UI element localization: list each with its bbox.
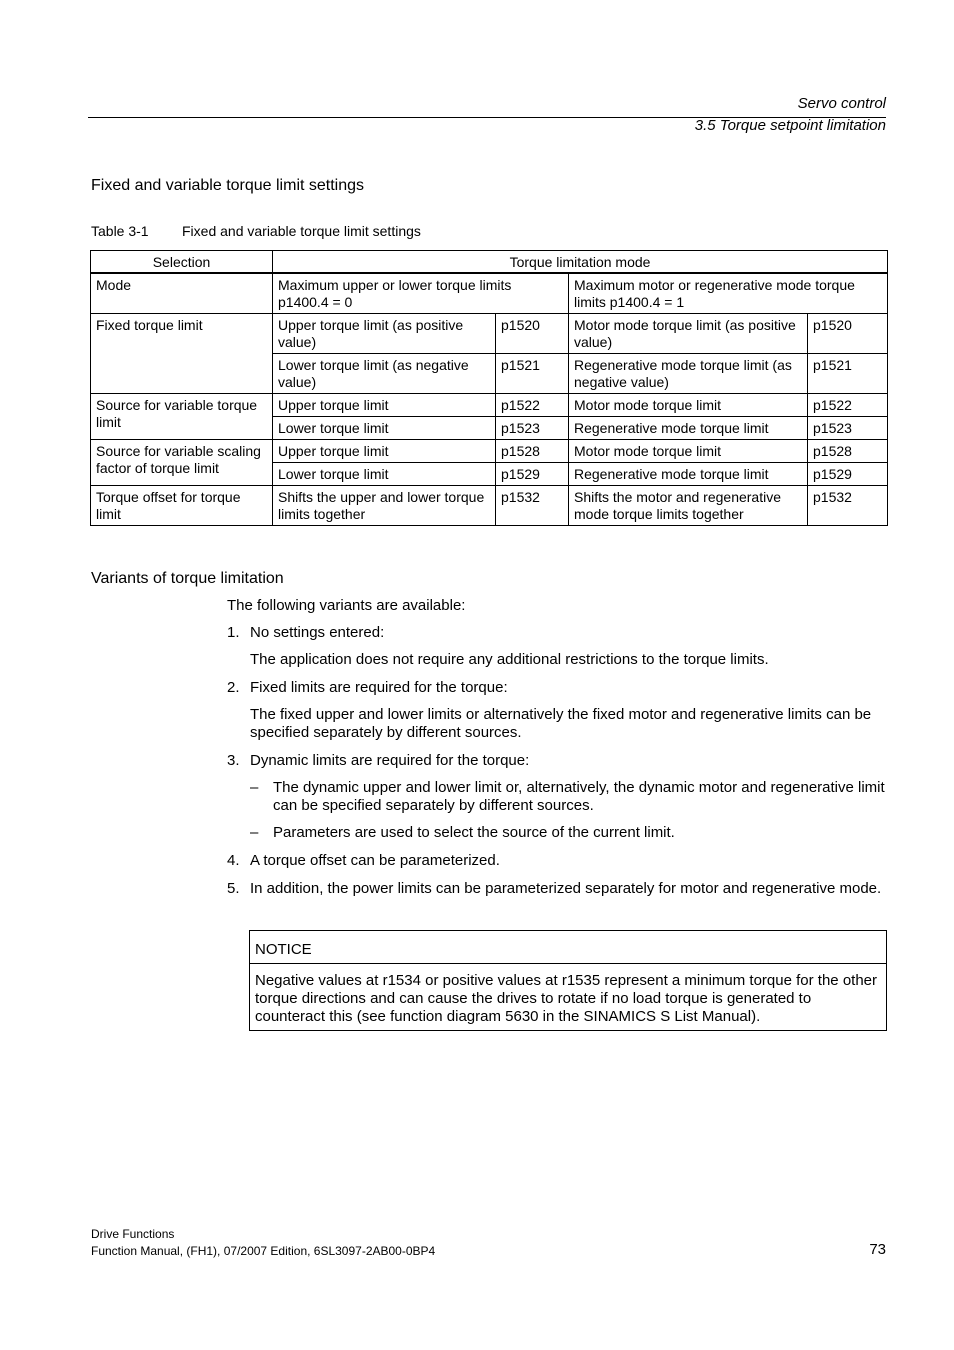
notice-body: Negative values at r1534 or positive values at r1535 represent a minimum torque for the other torque directions and can cause the drives to rotate if no load torque is generated to counteract this (see function diagram 5630 in the SINAMICS S List Manual). xyxy=(255,972,878,1025)
table-row xyxy=(91,394,888,417)
cell-left-desc: Lower torque limit xyxy=(273,417,496,440)
footer-edition: Function Manual, (FH1), 07/2007 Edition, 6SL3097-2AB00-0BP4 xyxy=(91,1244,436,1258)
list-item-text: In addition, the power limits can be parameterized separately for motor and regenerative mode. xyxy=(250,880,882,897)
notice-box xyxy=(249,930,887,1031)
table-caption-number: Table 3-1 xyxy=(91,223,149,239)
cell-mode-left: Maximum upper or lower torque limits p1400.4 = 0 xyxy=(273,273,569,314)
torque-limit-table xyxy=(90,250,888,526)
list-item-number: 3. xyxy=(227,752,240,769)
list-item-detail: The fixed upper and lower limits or alternatively the fixed motor and regenerative limits can be specified separately by different sources. xyxy=(250,706,872,741)
section-heading-variants: Variants of torque limitation xyxy=(91,570,284,587)
table-row xyxy=(91,486,888,526)
cell-left-param: p1520 xyxy=(496,314,569,354)
cell-right-param: p1520 xyxy=(808,314,888,354)
cell-right-param: p1528 xyxy=(808,440,888,463)
cell-left-desc: Shifts the upper and lower torque limits together xyxy=(273,486,496,526)
dash-bullet: – xyxy=(250,824,259,841)
table-row-mode xyxy=(91,273,888,314)
cell-mode-label: Mode xyxy=(91,273,273,314)
page-number: 73 xyxy=(869,1241,886,1258)
cell-right-desc: Regenerative mode torque limit (as negative value) xyxy=(569,354,808,394)
cell-left-desc: Upper torque limit xyxy=(273,440,496,463)
cell-selection-label: Fixed torque limit xyxy=(91,314,273,394)
cell-left-desc: Upper torque limit xyxy=(273,394,496,417)
sub-bullet-item xyxy=(250,779,887,815)
list-item-text: Fixed limits are required for the torque: xyxy=(250,679,508,696)
list-item-number: 2. xyxy=(227,679,240,696)
footer-document-title: Drive Functions xyxy=(91,1227,175,1241)
cell-left-desc: Lower torque limit (as negative value) xyxy=(273,354,496,394)
dash-bullet: – xyxy=(250,779,259,796)
cell-selection-label: Torque offset for torque limit xyxy=(91,486,273,526)
variants-list xyxy=(227,624,887,908)
list-item-detail: The application does not require any additional restrictions to the torque limits. xyxy=(250,651,769,668)
table-caption-title: Fixed and variable torque limit settings xyxy=(182,223,421,239)
sub-bullet-list xyxy=(250,779,887,842)
cell-right-desc: Motor mode torque limit xyxy=(569,394,808,417)
cell-left-desc: Upper torque limit (as positive value) xyxy=(273,314,496,354)
cell-mode-right: Maximum motor or regenerative mode torque limits p1400.4 = 1 xyxy=(569,273,888,314)
list-item-number: 1. xyxy=(227,624,240,641)
cell-left-param: p1532 xyxy=(496,486,569,526)
cell-right-desc: Regenerative mode torque limit xyxy=(569,463,808,486)
cell-right-param: p1529 xyxy=(808,463,888,486)
cell-left-param: p1529 xyxy=(496,463,569,486)
cell-right-param: p1522 xyxy=(808,394,888,417)
list-item-number: 5. xyxy=(227,880,240,897)
running-header-section: 3.5 Torque setpoint limitation xyxy=(694,117,886,134)
notice-title: NOTICE xyxy=(250,931,886,964)
sub-bullet-text: Parameters are used to select the source of the current limit. xyxy=(273,824,675,841)
table-caption xyxy=(91,223,421,239)
cell-right-param: p1521 xyxy=(808,354,888,394)
cell-selection-label: Source for variable scaling factor of torque limit xyxy=(91,440,273,486)
list-item-text: A torque offset can be parameterized. xyxy=(250,852,500,869)
sub-bullet-item xyxy=(250,824,887,842)
table-header-row xyxy=(91,251,888,274)
table-row xyxy=(91,440,888,463)
cell-right-param: p1532 xyxy=(808,486,888,526)
list-item-text: No settings entered: xyxy=(250,624,385,641)
section-heading-torque-limit-settings: Fixed and variable torque limit settings xyxy=(91,177,365,194)
variants-intro: The following variants are available: xyxy=(227,597,466,614)
cell-left-param: p1521 xyxy=(496,354,569,394)
cell-left-param: p1523 xyxy=(496,417,569,440)
list-item xyxy=(227,752,887,842)
cell-left-desc: Lower torque limit xyxy=(273,463,496,486)
list-item-number: 4. xyxy=(227,852,240,869)
list-item xyxy=(227,624,887,669)
cell-left-param: p1522 xyxy=(496,394,569,417)
col-header-torque-limitation-mode: Torque limitation mode xyxy=(273,251,888,274)
table-row xyxy=(91,314,888,354)
cell-right-desc: Regenerative mode torque limit xyxy=(569,417,808,440)
cell-right-param: p1523 xyxy=(808,417,888,440)
list-item xyxy=(227,679,887,742)
header-rule xyxy=(88,117,886,118)
cell-right-desc: Motor mode torque limit (as positive value) xyxy=(569,314,808,354)
col-header-selection: Selection xyxy=(91,251,273,274)
list-item xyxy=(227,852,887,870)
list-item-text: Dynamic limits are required for the torque: xyxy=(250,752,530,769)
sub-bullet-text: The dynamic upper and lower limit or, alternatively, the dynamic motor and regenerative limit can be specified separately by different sources. xyxy=(273,779,885,814)
cell-left-param: p1528 xyxy=(496,440,569,463)
cell-right-desc: Motor mode torque limit xyxy=(569,440,808,463)
cell-right-desc: Shifts the motor and regenerative mode torque limits together xyxy=(569,486,808,526)
list-item xyxy=(227,880,887,898)
running-header-chapter: Servo control xyxy=(797,95,886,112)
cell-selection-label: Source for variable torque limit xyxy=(91,394,273,440)
